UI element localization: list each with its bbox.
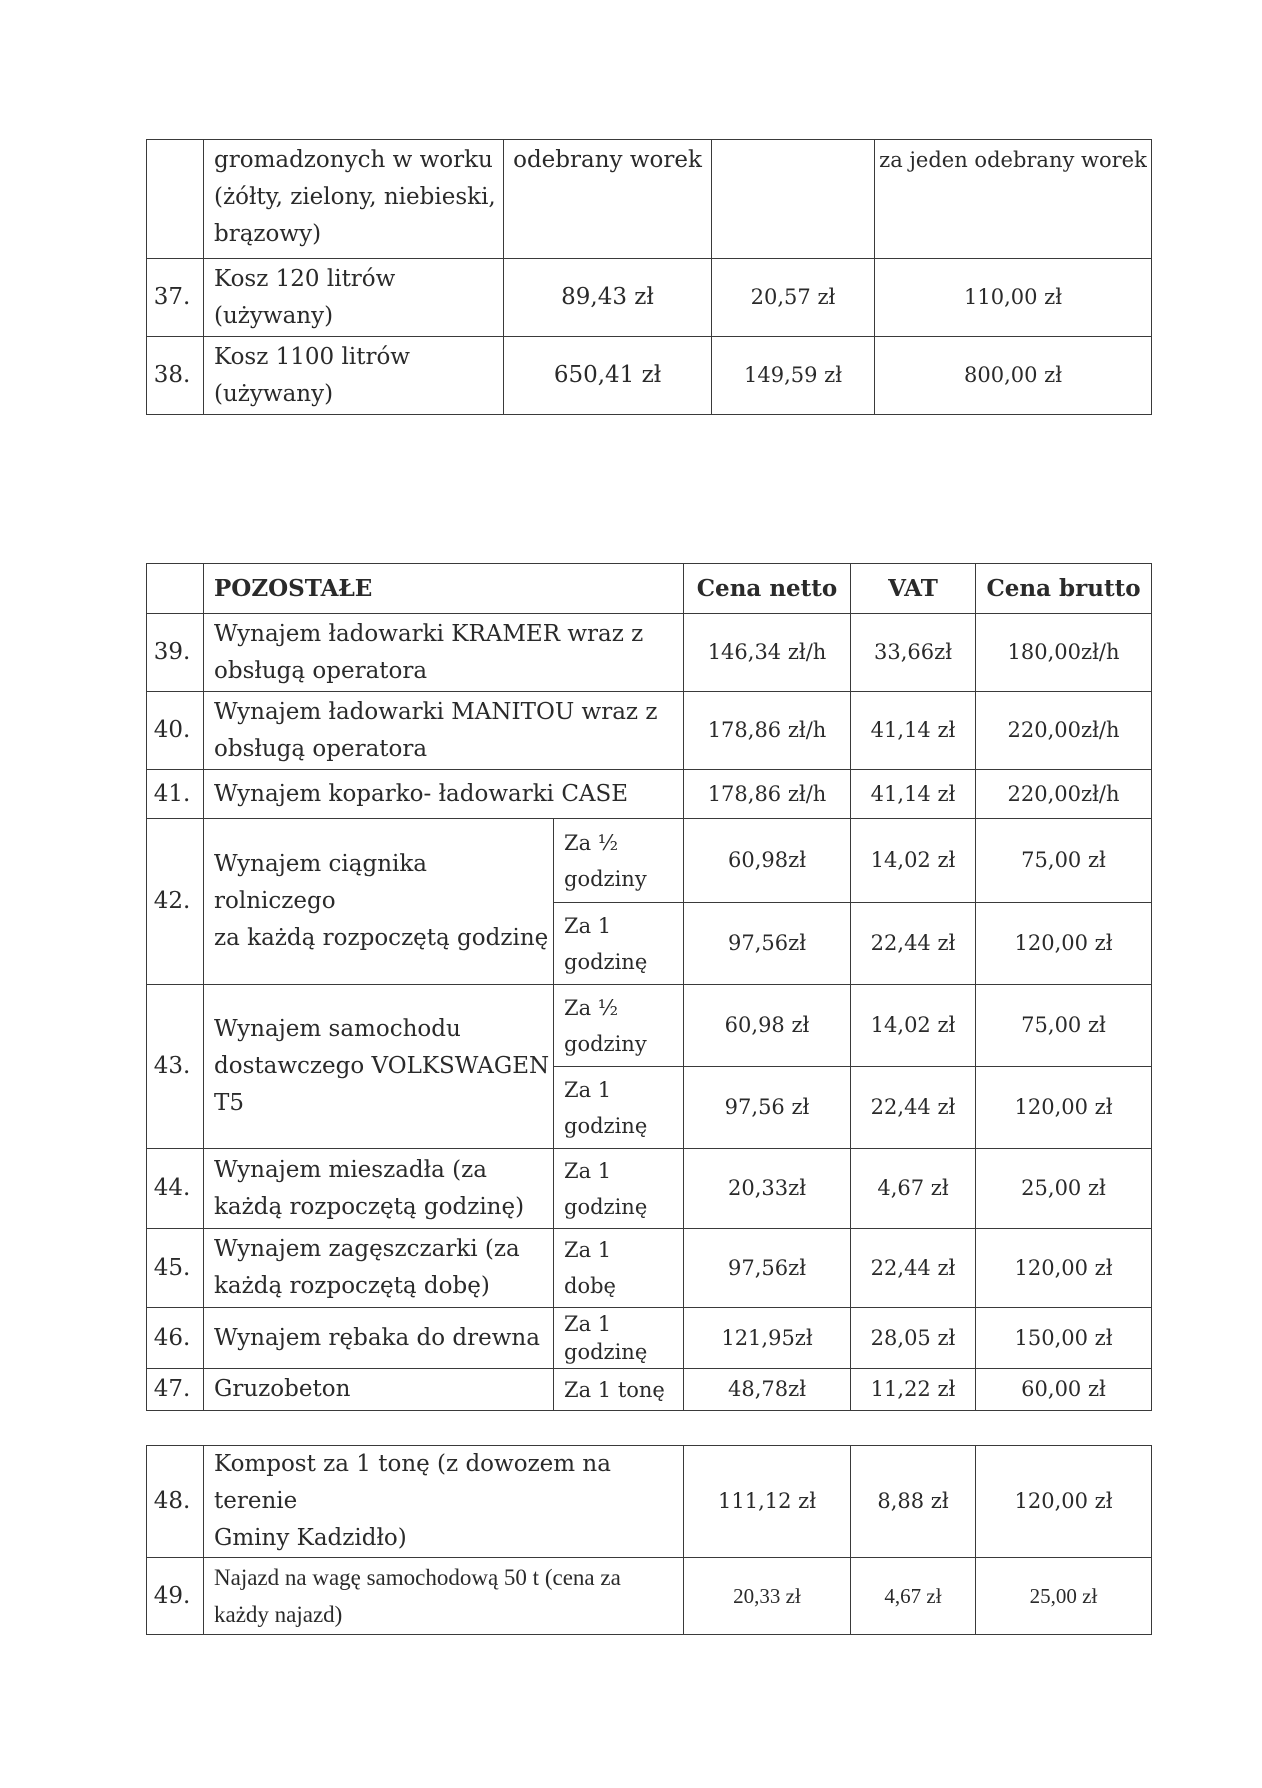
unit-cell [554, 1149, 684, 1229]
brutto-cell: 120,00 zł [976, 1446, 1152, 1558]
header-number [147, 564, 204, 614]
unit-line: godzinę [564, 1194, 648, 1219]
netto-cell: 121,95zł [684, 1308, 851, 1369]
table-row [147, 770, 1152, 819]
netto-cell: 97,56zł [684, 903, 851, 985]
vat-cell: 28,05 zł [851, 1308, 976, 1369]
table-row [147, 1446, 1152, 1558]
row-number: 43. [147, 985, 204, 1149]
table-row [147, 819, 1152, 903]
brutto-cell: 75,00 zł [976, 819, 1152, 903]
desc-line: Wynajem samochodu [214, 1016, 461, 1042]
row-description: Gruzobeton [204, 1369, 554, 1411]
desc-line: brązowy) [214, 221, 322, 247]
row-description [204, 140, 504, 259]
vat-cell: 14,02 zł [851, 985, 976, 1067]
netto-cell: 650,41 zł [504, 337, 712, 415]
vat-cell: 14,02 zł [851, 819, 976, 903]
vat-cell: 11,22 zł [851, 1369, 976, 1411]
unit-line: Za 1 [564, 1238, 612, 1262]
row-description [204, 1446, 684, 1558]
table-row [147, 1558, 1152, 1635]
row-description [204, 337, 504, 415]
header-brutto: Cena brutto [976, 564, 1152, 614]
unit-cell [554, 1308, 684, 1369]
other-services-table [146, 563, 1152, 1411]
header-vat: VAT [851, 564, 976, 614]
vat-cell: 22,44 zł [851, 903, 976, 985]
unit-cell [554, 985, 684, 1067]
row-description [204, 259, 504, 337]
row-number: 42. [147, 819, 204, 985]
row-number: 37. [147, 259, 204, 337]
brutto-cell: 120,00 zł [976, 1067, 1152, 1149]
row-description [204, 692, 684, 770]
table-row [147, 259, 1152, 337]
vat-cell: 149,59 zł [712, 337, 875, 415]
table-row-continuation [147, 140, 1152, 259]
brutto-cell: 120,00 zł [976, 903, 1152, 985]
brutto-cell: 25,00 zł [976, 1558, 1152, 1635]
desc-line: Kosz 1100 litrów [214, 343, 410, 370]
table-row [147, 1369, 1152, 1411]
brutto-cell: 220,00zł/h [976, 692, 1152, 770]
unit-cell [554, 1229, 684, 1308]
row-number: 44. [147, 1149, 204, 1229]
table-row [147, 692, 1152, 770]
vat-cell: 41,14 zł [851, 770, 976, 819]
netto-cell: 178,86 zł/h [684, 770, 851, 819]
desc-line: każdą rozpoczętą godzinę) [214, 1193, 525, 1220]
brutto-cell: 120,00 zł [976, 1229, 1152, 1308]
netto-cell: 111,12 zł [684, 1446, 851, 1558]
desc-line: T5 [214, 1090, 244, 1116]
unit-cell: Za 1 tonę [554, 1369, 684, 1411]
desc-line: za każdą rozpoczętą godzinę [214, 925, 549, 951]
row-description: Wynajem koparko- ładowarki CASE [204, 770, 684, 819]
desc-line: Kosz 120 litrów [214, 265, 396, 292]
header-netto: Cena netto [684, 564, 851, 614]
vat-cell: 20,57 zł [712, 259, 875, 337]
netto-cell: 60,98zł [684, 819, 851, 903]
desc-line: obsługą operatora [214, 657, 428, 684]
vat-cell: 22,44 zł [851, 1067, 976, 1149]
unit-line: Za 1 [564, 1158, 612, 1183]
desc-line: gromadzonych w worku [214, 147, 493, 173]
desc-line: Wynajem mieszadła (za [214, 1156, 487, 1183]
brutto-cell: 25,00 zł [976, 1149, 1152, 1229]
netto-cell: 178,86 zł/h [684, 692, 851, 770]
desc-line: Najazd na wagę samochodową 50 t (cena za [214, 1565, 621, 1590]
table-row [147, 337, 1152, 415]
table-row [147, 614, 1152, 692]
table-header-row [147, 564, 1152, 614]
unit-line: godzinę [564, 1340, 648, 1364]
unit-line: Za ½ [564, 995, 619, 1020]
row-number: 40. [147, 692, 204, 770]
vat-cell: 22,44 zł [851, 1229, 976, 1308]
unit-cell [554, 903, 684, 985]
row-number: 47. [147, 1369, 204, 1411]
unit-line: godziny [564, 1031, 647, 1056]
brutto-cell: 110,00 zł [875, 259, 1152, 337]
row-number: 41. [147, 770, 204, 819]
netto-cell: 97,56 zł [684, 1067, 851, 1149]
netto-cell: 60,98 zł [684, 985, 851, 1067]
row-number: 38. [147, 337, 204, 415]
desc-line: (używany) [214, 380, 334, 407]
brutto-cell: 220,00zł/h [976, 770, 1152, 819]
row-number: 46. [147, 1308, 204, 1369]
brutto-cell: 800,00 zł [875, 337, 1152, 415]
desc-line: obsługą operatora [214, 735, 428, 762]
table-row [147, 1149, 1152, 1229]
row-description [204, 1149, 554, 1229]
unit-line: Za 1 [564, 1312, 612, 1336]
desc-line: Kompost za 1 tonę (z dowozem na terenie [214, 1451, 611, 1514]
brutto-cell: 75,00 zł [976, 985, 1152, 1067]
netto-cell: 97,56zł [684, 1229, 851, 1308]
desc-line: Wynajem zagęszczarki (za [214, 1236, 520, 1262]
vat-cell: 33,66zł [851, 614, 976, 692]
compost-weighing-table [146, 1445, 1152, 1635]
vat-cell: 4,67 zł [851, 1149, 976, 1229]
desc-line: Wynajem ładowarki KRAMER wraz z [214, 620, 644, 647]
unit-line: godzinę [564, 1113, 648, 1138]
desc-line: (używany) [214, 302, 334, 329]
brutto-cell: za jeden odebrany worek [875, 140, 1152, 259]
netto-cell: odebrany worek [504, 140, 712, 259]
brutto-cell: 60,00 zł [976, 1369, 1152, 1411]
header-title: POZOSTAŁE [204, 564, 684, 614]
desc-line: dostawczego VOLKSWAGEN [214, 1053, 550, 1079]
desc-line: Wynajem ciągnika rolniczego [214, 851, 428, 914]
desc-line: Wynajem ładowarki MANITOU wraz z [214, 698, 658, 725]
waste-bins-table [146, 139, 1152, 415]
row-number: 39. [147, 614, 204, 692]
unit-cell [554, 819, 684, 903]
vat-cell: 41,14 zł [851, 692, 976, 770]
unit-line: dobę [564, 1274, 616, 1298]
row-number [147, 140, 204, 259]
unit-line: Za 1 [564, 913, 612, 938]
brutto-cell: 150,00 zł [976, 1308, 1152, 1369]
row-description [204, 1229, 554, 1308]
row-description: Wynajem rębaka do drewna [204, 1308, 554, 1369]
row-description [204, 819, 554, 985]
netto-cell: 48,78zł [684, 1369, 851, 1411]
row-number: 45. [147, 1229, 204, 1308]
vat-cell: 8,88 zł [851, 1446, 976, 1558]
unit-line: godziny [564, 866, 647, 891]
row-description [204, 614, 684, 692]
table-row [147, 985, 1152, 1067]
row-number: 48. [147, 1446, 204, 1558]
desc-line: (żółty, zielony, niebieski, [214, 184, 496, 210]
row-description [204, 985, 554, 1149]
netto-cell: 89,43 zł [504, 259, 712, 337]
brutto-cell: 180,00zł/h [976, 614, 1152, 692]
netto-cell: 146,34 zł/h [684, 614, 851, 692]
table-row [147, 1308, 1152, 1369]
vat-cell [712, 140, 875, 259]
table-row [147, 1229, 1152, 1308]
netto-cell: 20,33 zł [684, 1558, 851, 1635]
row-description [204, 1558, 684, 1635]
unit-cell [554, 1067, 684, 1149]
unit-line: Za 1 [564, 1077, 612, 1102]
row-number: 49. [147, 1558, 204, 1635]
desc-line: każdy najazd) [214, 1602, 343, 1627]
netto-cell: 20,33zł [684, 1149, 851, 1229]
unit-line: Za ½ [564, 830, 619, 855]
desc-line: Gminy Kadzidło) [214, 1525, 407, 1551]
desc-line: każdą rozpoczętą dobę) [214, 1273, 490, 1299]
vat-cell: 4,67 zł [851, 1558, 976, 1635]
unit-line: godzinę [564, 949, 648, 974]
